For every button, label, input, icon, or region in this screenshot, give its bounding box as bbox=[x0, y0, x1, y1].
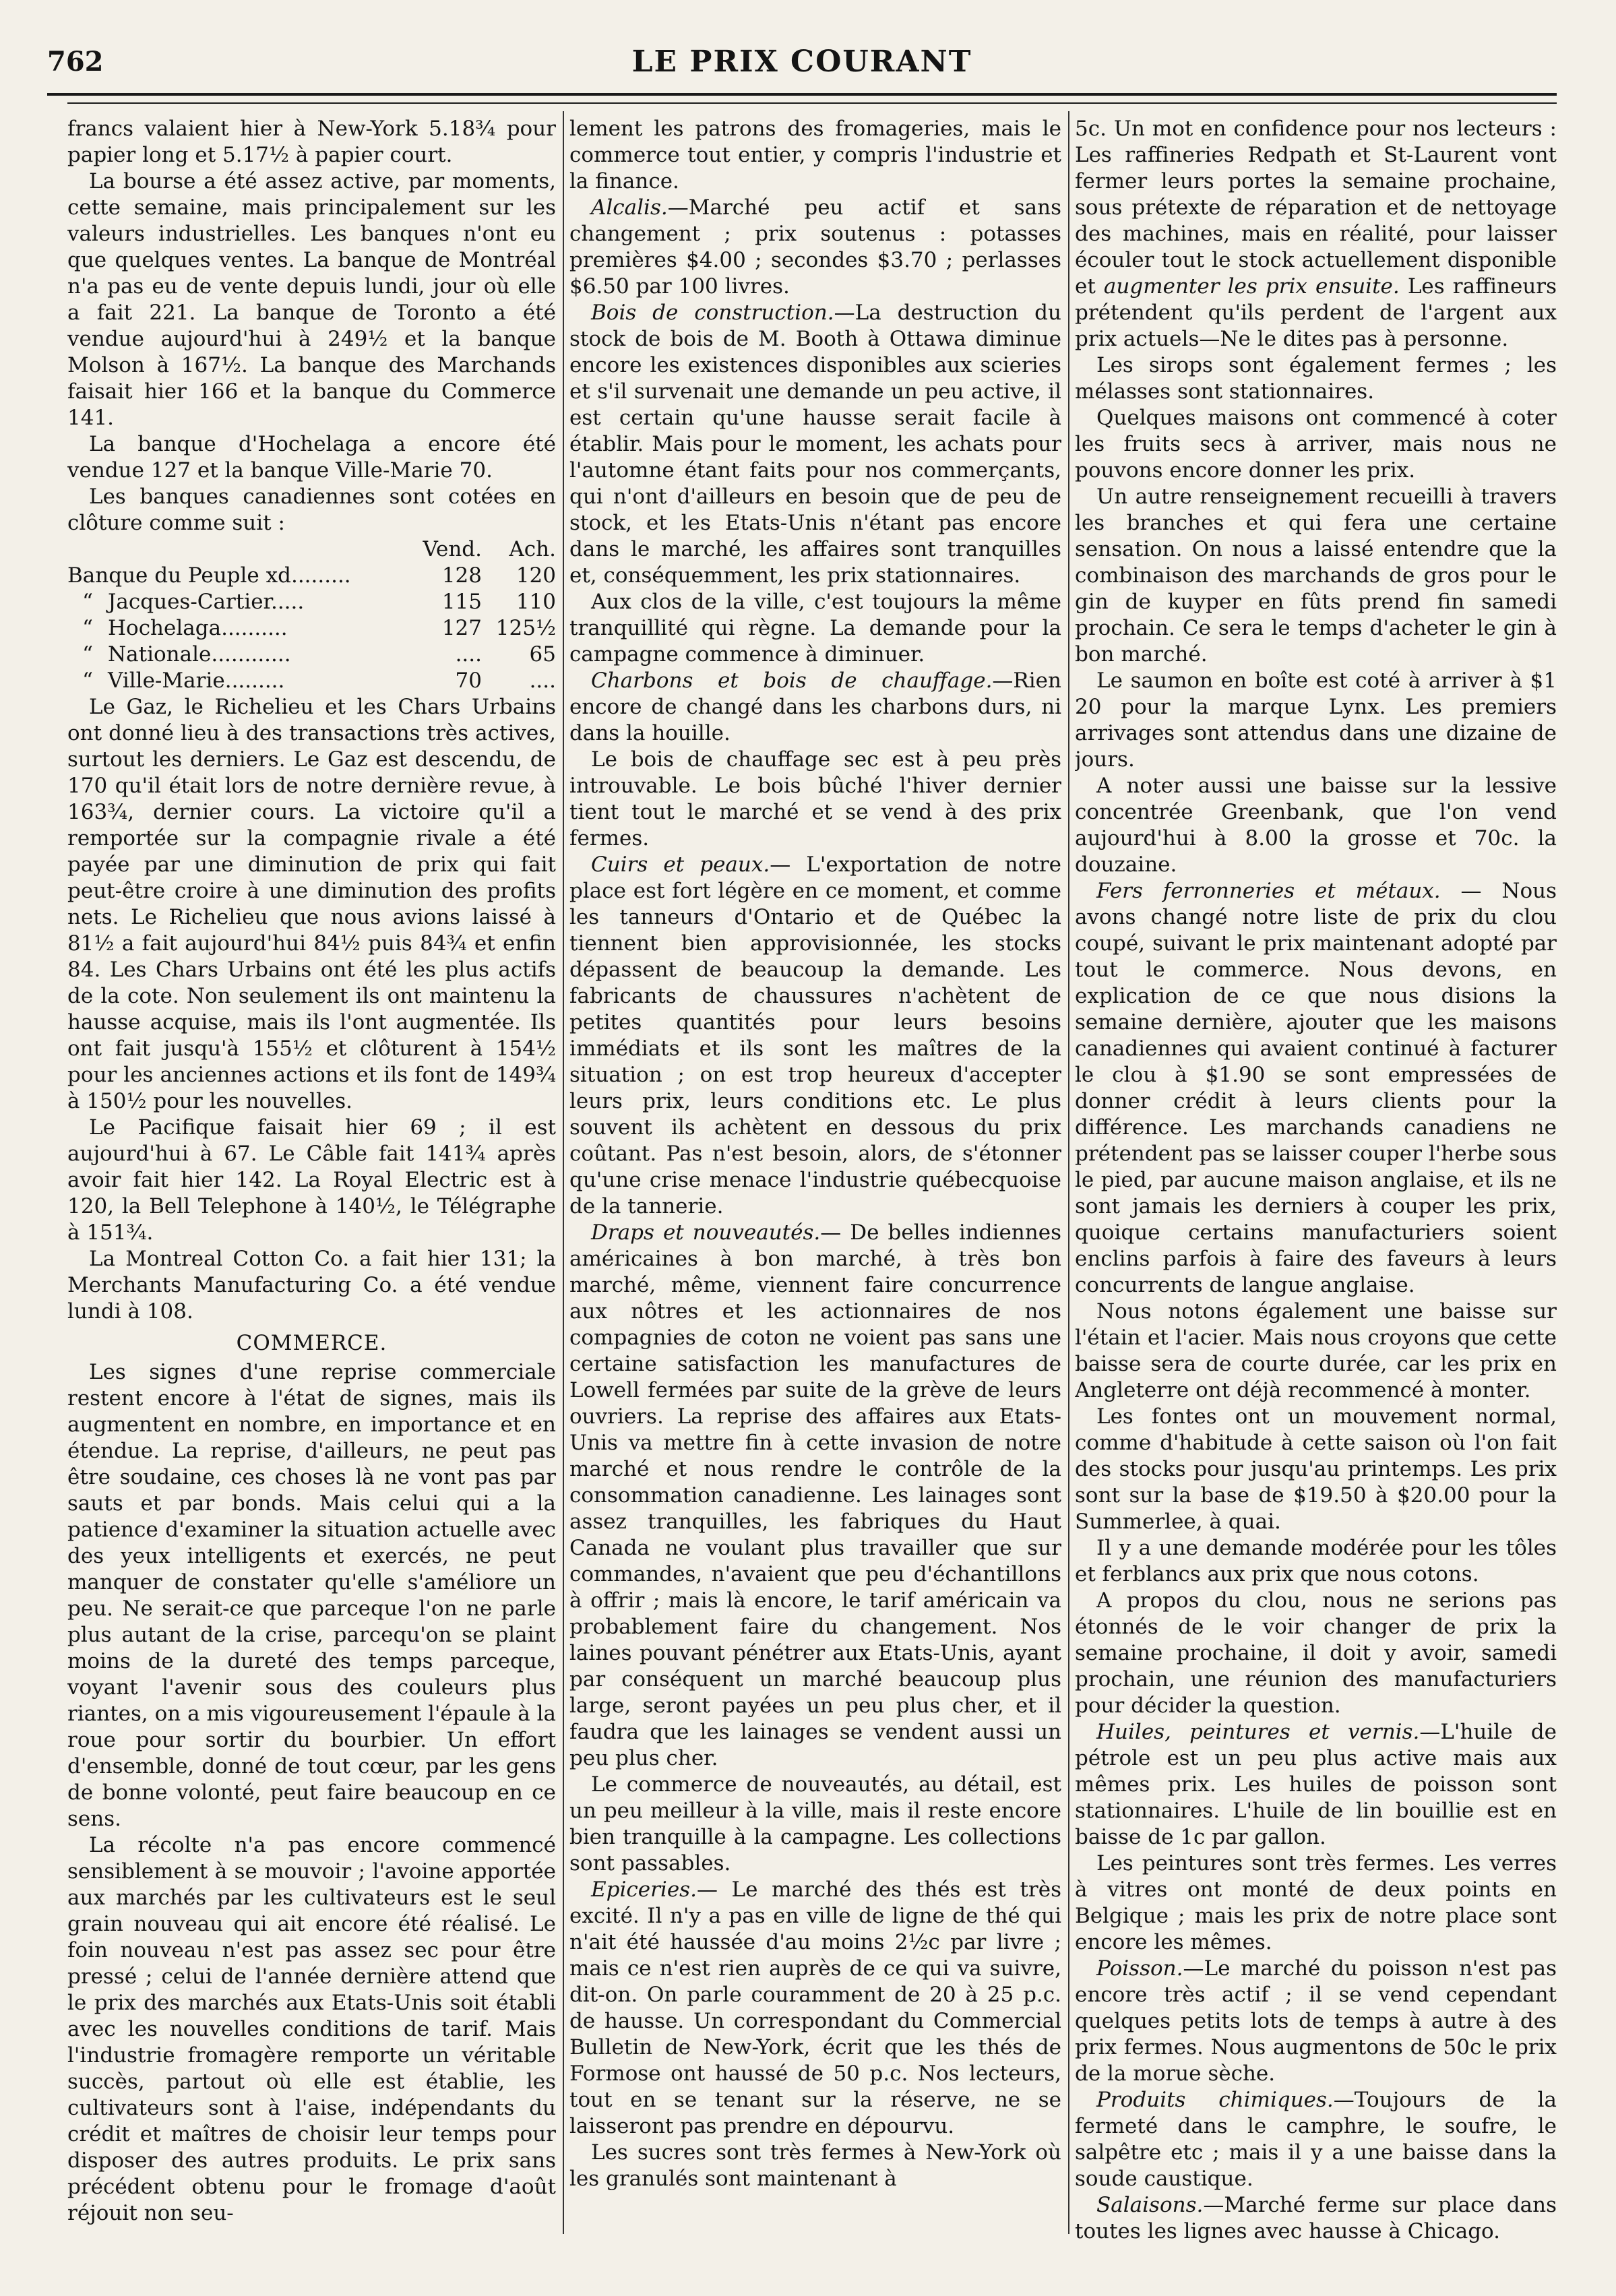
paragraph: Les peintures sont très fermes. Les verres à vitres ont monté de deux points en Belgique ; mais les prix de notre place sont encore les mêmes. bbox=[1075, 1851, 1557, 1954]
rubric-produits: Produits chimiques. bbox=[1096, 2088, 1334, 2112]
column-1 bbox=[67, 116, 556, 2286]
rubric-text: —Le marché du poisson n'est pas encore très actif ; il se vend cependant quelques petits lots de temps à autre à des prix fermes. Nous augmentons de 50c le prix de la morue sèche. bbox=[1075, 1956, 1557, 2086]
paragraph: Le Gaz, le Richelieu et les Chars Urbains ont donné lieu à des transactions très actives, surtout les derniers. Le Gaz est descendu, de 170 qu'il était lors de notre dernière revue, à 163¾, dernier cours. La victoire qu'il a remportée sur la compagnie rivale a été payée par une diminution de prix qui fait peut-être croire à une diminution des profits nets. Le Richelieu que nous avions laissé à 81½ a fait aujourd'hui 84½ puis 84¾ et enfin 84. Les Chars Urbains ont été les plus actifs de la cote. Non seulement ils ont maintenu la hausse acquise, mais ils l'ont augmentée. Ils ont fait jusqu'à 155½ et clôturent à 154½ pour les anciennes actions et ils font de 149¾ à 150½ pour les nouvelles. bbox=[67, 695, 556, 1113]
paragraph bbox=[569, 852, 1061, 1220]
section-heading-commerce: COMMERCE. bbox=[236, 1331, 387, 1355]
col-header-ach: Ach. bbox=[509, 537, 556, 561]
paragraph: A propos du clou, nous ne serions pas étonnés de le voir changer de prix la semaine prochaine, il doit y avoir, samedi prochain, une réunion des manufacturiers pour décider la question. bbox=[1075, 1588, 1557, 1718]
rubric-bois: Bois de construction. bbox=[591, 301, 834, 325]
emphasis-text: augmenter les prix ensuite. bbox=[1103, 274, 1400, 299]
paragraph: Les sucres sont très fermes à New-York où les granulés sont maintenant à bbox=[569, 2140, 1061, 2191]
paragraph: La récolte n'a pas encore commencé sensiblement à se mouvoir ; l'avoine apportée aux marchés par les cultivateurs est le seul grain nouveau qui ait encore été réalisé. Le foin nouveau n'est pas assez sec pour être pressé ; celui de l'année dernière attend que le prix des marchés aux Etats-Unis soit établi avec les nouvelles conditions de tarif. Mais l'industrie fromagère remporte un véritable succès, partout où elle est établie, les cultivateurs sont à l'aise, indépendants du crédit et maîtres de choisir leur temps pour disposer des autres produits. Le prix sans précédent obtenu pour le fromage d'août réjouit non seu- bbox=[67, 1833, 556, 2225]
ditto-mark: “ bbox=[82, 590, 93, 614]
ach-value: 110 bbox=[516, 590, 556, 614]
rubric-text: — L'exportation de notre place est fort légère en ce moment, et comme les tanneurs d'Ontario et de Québec la tiennent bien approvisionnée, les stocks dépassent de beaucoup la demande. Les fabricants de chaussures n'achètent de petites quantités pour leurs besoins immédiats et ils sont les maîtres de la situation ; on est trop heureux d'accepter leurs prix, leurs conditions etc. Le plus souvent ils achètent en dessous du prix coûtant. Pas n'est besoin, alors, de s'étonner qu'une crise menace l'industrie québecquoise de la tannerie. bbox=[569, 852, 1061, 1218]
table-row bbox=[67, 615, 556, 642]
vend-value: .... bbox=[455, 642, 482, 666]
ditto-mark: “ bbox=[82, 669, 93, 693]
paragraph: Les fontes ont un mouvement normal, comme d'habitude à cette saison où l'on fait des stocks pour jusqu'au printemps. Les prix sont sur la base de $19.50 à $20.00 pour la Summerlee, à quai. bbox=[1075, 1404, 1557, 1534]
paragraph-text: Les raffineurs prétendent qu'ils perdent de l'argent aux prix actuels—Ne le dites pas à personne. bbox=[1075, 274, 1557, 351]
ach-value: .... bbox=[529, 669, 556, 693]
rubric-poisson: Poisson. bbox=[1096, 1956, 1183, 1981]
paragraph bbox=[569, 1877, 1061, 2140]
paragraph bbox=[569, 1220, 1061, 1772]
rubric-text: —Marché ferme sur place dans toutes les lignes avec hausse à Chicago. bbox=[1075, 2193, 1557, 2243]
paragraph: Le saumon en boîte est coté à arriver à $1 20 pour la marque Lynx. Les premiers arrivages sont attendus dans une dizaine de jours. bbox=[1075, 669, 1557, 772]
table-row bbox=[67, 668, 556, 694]
ach-value: 120 bbox=[516, 563, 556, 588]
rubric-fers: Fers ferronneries et métaux. bbox=[1096, 879, 1441, 903]
vend-value: 127 bbox=[441, 616, 482, 640]
paragraph: Le commerce de nouveautés, au détail, est un peu meilleur à la ville, mais il reste encore bien tranquille à la campagne. Les collections sont passables. bbox=[569, 1772, 1061, 1875]
running-title: LE PRIX COURANT bbox=[631, 44, 972, 79]
bank-quotes-table bbox=[67, 536, 556, 694]
paragraph: Nous notons également une baisse sur l'étain et l'acier. Mais nous croyons que cette baisse sera de courte durée, car les prix en Angleterre ont déjà recommencé à monter. bbox=[1075, 1299, 1557, 1402]
page-number: 762 bbox=[47, 46, 104, 77]
paragraph: Le Pacifique faisait hier 69 ; il est aujourd'hui à 67. Le Câble fait 141¾ après avoir fait hier 142. La Royal Electric est à 120, la Bell Telephone à 140½, le Télégraphe à 151¾. bbox=[67, 1115, 556, 1245]
rubric-text: —L'huile de pétrole est un peu plus active mais aux mêmes prix. Les huiles de poisson sont stationnaires. L'huile de lin bouillie est en baisse de 1c par gallon. bbox=[1075, 1720, 1557, 1849]
rubric-epiceries: Epiceries. bbox=[591, 1878, 697, 1902]
column-3 bbox=[1075, 116, 1557, 2286]
page-header bbox=[47, 40, 1557, 88]
table-row bbox=[67, 589, 556, 615]
paragraph: A noter aussi une baisse sur la lessive concentrée Greenbank, que l'on vend aujourd'hui à 8.00 la grosse et 70c. la douzaine. bbox=[1075, 774, 1557, 877]
ditto-mark: “ bbox=[82, 616, 93, 640]
rubric-text: — Le marché des thés est très excité. Il n'y a pas en ville de ligne de thé qui n'ait été haussée d'au moins 2½c par livre ; mais ce n'est rien auprès de ce qui va suivre, dit-on. On parle couramment de 20 à 25 p.c. de hausse. Un correspondant du Commercial Bulletin de New-York, écrit que les thés de Formose ont haussé de 50 p.c. Nos lecteurs, tout en se tenant sur la réserve, ne se laisseront pas prendre en dépourvu. bbox=[569, 1878, 1061, 2138]
vend-value: 70 bbox=[455, 669, 482, 693]
ditto-mark: “ bbox=[82, 642, 93, 666]
table-row bbox=[67, 642, 556, 668]
bank-name: Nationale............ bbox=[108, 642, 291, 666]
bank-name: Jacques-Cartier..... bbox=[108, 590, 305, 614]
paragraph: Les sirops sont également fermes ; les mélasses sont stationnaires. bbox=[1075, 353, 1557, 404]
col-header-vend: Vend. bbox=[423, 537, 482, 561]
paragraph: Quelques maisons ont commencé à coter les fruits secs à arriver, mais nous ne pouvons encore donner les prix. bbox=[1075, 406, 1557, 483]
paragraph bbox=[1075, 1956, 1557, 2087]
paragraph bbox=[1075, 1719, 1557, 1851]
rubric-text: — Nous avons changé notre liste de prix du clou coupé, suivant le prix maintenant adopté par tout le commerce. Nous devons, en explication de ce que nous disions la semaine dernière, ajouter que les maisons canadiennes qui avaient continué à facturer le clou à $1.90 se sont empressées de donner crédit à leurs clients pour la différence. Les marchands canadiens ne prétendent pas se laisser couper l'herbe sous le pied, par aucune maison anglaise, et ils ne sont jamais les derniers à couper les prix, quoique certains manufacturiers soient enclins parfois à faire des faveurs à leurs concurrents de langue anglaise. bbox=[1075, 879, 1557, 1297]
header-rule bbox=[47, 93, 1557, 96]
rubric-charbons: Charbons et bois de chauffage. bbox=[591, 669, 993, 693]
ach-value: 65 bbox=[529, 642, 556, 666]
paragraph bbox=[569, 300, 1061, 589]
rubric-text: —Marché peu actif et sans changement ; prix soutenus : potasses premières $4.00 ; secondes $3.70 ; perlasses $6.50 par 100 livres. bbox=[569, 195, 1061, 299]
paragraph bbox=[569, 195, 1061, 300]
rubric-text: — De belles indiennes américaines à bon marché, à très bon marché, même, viennent faire concurrence aux nôtres et les actionnaires de nos compagnies de coton ne voient pas sans une certaine satisfaction les manufactures de Lowell fermées par suite de la grève de leurs ouvriers. La reprise des affaires aux Etats-Unis va mettre fin à cette invasion de notre marché et nous rendre le contrôle de la consommation canadienne. Les lainages sont assez tranquilles, les fabriques du Haut Canada ne voulant plus travailler que sur commandes, n'avaient que peu d'échantillons à offrir ; mais là encore, le tarif américain va probablement faire du changement. Nos laines pouvant pénétrer aux Etats-Unis, ayant par conséquent un marché beaucoup plus large, seront payées un peu plus cher, et il faudra que les lainages se vendent aussi un peu plus cher. bbox=[569, 1220, 1061, 1770]
header-rule-thin bbox=[67, 102, 1557, 104]
paragraph: Les signes d'une reprise commerciale restent encore à l'état de signes, mais ils augmentent en nombre, en importance et en étendue. La reprise, d'ailleurs, ne peut pas être soudaine, ces choses là ne vont pas par sauts et par bonds. Mais celui qui a la patience d'examiner la situation actuelle avec des yeux intelligents et exercés, ne peut manquer de constater qu'elle s'améliore un peu. Ne serait-ce que parceque l'on ne parle plus autant de la crise, parcequ'on se plaint moins de la dureté des temps parceque, voyant l'avenir sous des couleurs plus riantes, on a mis vigoureusement l'épaule à la roue pour sortir du bourbier. Un effort d'ensemble, donné de tout cœur, par les gens de bonne volonté, peut faire beaucoup en ce sens. bbox=[67, 1360, 556, 1831]
paragraph: lement les patrons des fromageries, mais le commerce tout entier, y compris l'industrie et la finance. bbox=[569, 117, 1061, 193]
paragraph: La bourse a été assez active, par moments, cette semaine, mais principalement sur les valeurs industrielles. Les banques n'ont eu que quelques ventes. La banque de Montréal n'a pas eu de vente depuis lundi, jour où elle a fait 221. La banque de Toronto a été vendue aujourd'hui à 249½ et la banque Molson à 167½. La banque des Marchands faisait hier 166 et la banque du Commerce 141. bbox=[67, 169, 556, 430]
column-2 bbox=[569, 116, 1061, 2286]
paragraph bbox=[1075, 2192, 1557, 2245]
rubric-text: —Toujours de la fermeté dans le camphre, le soufre, le salpêtre etc ; mais il y a une baisse dans la soude caustique. bbox=[1075, 2088, 1557, 2191]
paragraph: francs valaient hier à New-York 5.18¾ pour papier long et 5.17½ à papier court. bbox=[67, 117, 556, 167]
column-divider bbox=[1068, 111, 1069, 2234]
rubric-huiles: Huiles, peintures et vernis. bbox=[1096, 1720, 1420, 1744]
paragraph-text: 5c. Un mot en confidence pour nos lecteurs : Les raffineries Redpath et St-Laurent vont fermer leurs portes la semaine prochaine, sous prétexte de réparation et de nettoyage des machines, mais en réalité, pour laisser écouler tout le stock actuellement disponible et bbox=[1075, 117, 1557, 299]
rubric-cuirs: Cuirs et peaux. bbox=[591, 852, 770, 877]
paragraph bbox=[569, 668, 1061, 747]
paragraph bbox=[1075, 2087, 1557, 2192]
paragraph: La banque d'Hochelaga a encore été vendue 127 et la banque Ville-Marie 70. bbox=[67, 432, 556, 483]
paragraph bbox=[1075, 878, 1557, 1299]
rubric-text: —Rien encore de changé dans les charbons durs, ni dans la houille. bbox=[569, 669, 1061, 745]
bank-name: Banque du Peuple xd......... bbox=[67, 563, 351, 588]
paragraph: La Montreal Cotton Co. a fait hier 131; la Merchants Manufacturing Co. a été vendue lundi à 108. bbox=[67, 1247, 556, 1324]
paragraph: Les banques canadiennes sont cotées en clôture comme suit : bbox=[67, 485, 556, 535]
paragraph: Le bois de chauffage sec est à peu près introuvable. Le bois bûché l'hiver dernier tient tout le marché et se vend à des prix fermes. bbox=[569, 747, 1061, 850]
rubric-text: —La destruction du stock de bois de M. Booth à Ottawa diminue encore les existences disponibles aux scieries et s'il survenait une demande un peu active, il est certain qu'une hausse serait facile à établir. Mais pour le moment, les achats pour l'automne étant faits pour nos commerçants, qui n'ont d'ailleurs en besoin que de peu de stock, et les Etats-Unis n'étant pas encore dans le marché, les affaires sont tranquilles et, conséquemment, les prix stationnaires. bbox=[569, 301, 1061, 588]
paragraph: Il y a une demande modérée pour les tôles et ferblancs aux prix que nous cotons. bbox=[1075, 1536, 1557, 1586]
rubric-alcalis: Alcalis. bbox=[591, 195, 668, 220]
bank-name: Ville-Marie......... bbox=[108, 669, 285, 693]
rubric-salaisons: Salaisons. bbox=[1096, 2193, 1204, 2217]
column-divider bbox=[563, 111, 564, 2234]
table-row bbox=[67, 563, 556, 589]
paragraph: Aux clos de la ville, c'est toujours la même tranquillité qui règne. La demande pour la campagne commence à diminuer. bbox=[569, 590, 1061, 666]
rubric-draps: Draps et nouveautés. bbox=[591, 1220, 821, 1245]
paragraph bbox=[1075, 116, 1557, 352]
paragraph: Un autre renseignement recueilli à travers les branches et qui fera une certaine sensation. On nous a laissé entendre que la combinaison des marchands de gros pour le gin de kuyper en fûts prend fin samedi prochain. Ce sera le temps d'acheter le gin à bon marché. bbox=[1075, 485, 1557, 666]
bank-name: Hochelaga.......... bbox=[108, 616, 288, 640]
ach-value: 125½ bbox=[495, 616, 556, 640]
vend-value: 128 bbox=[441, 563, 482, 588]
table-header-row bbox=[67, 536, 556, 563]
vend-value: 115 bbox=[441, 590, 482, 614]
